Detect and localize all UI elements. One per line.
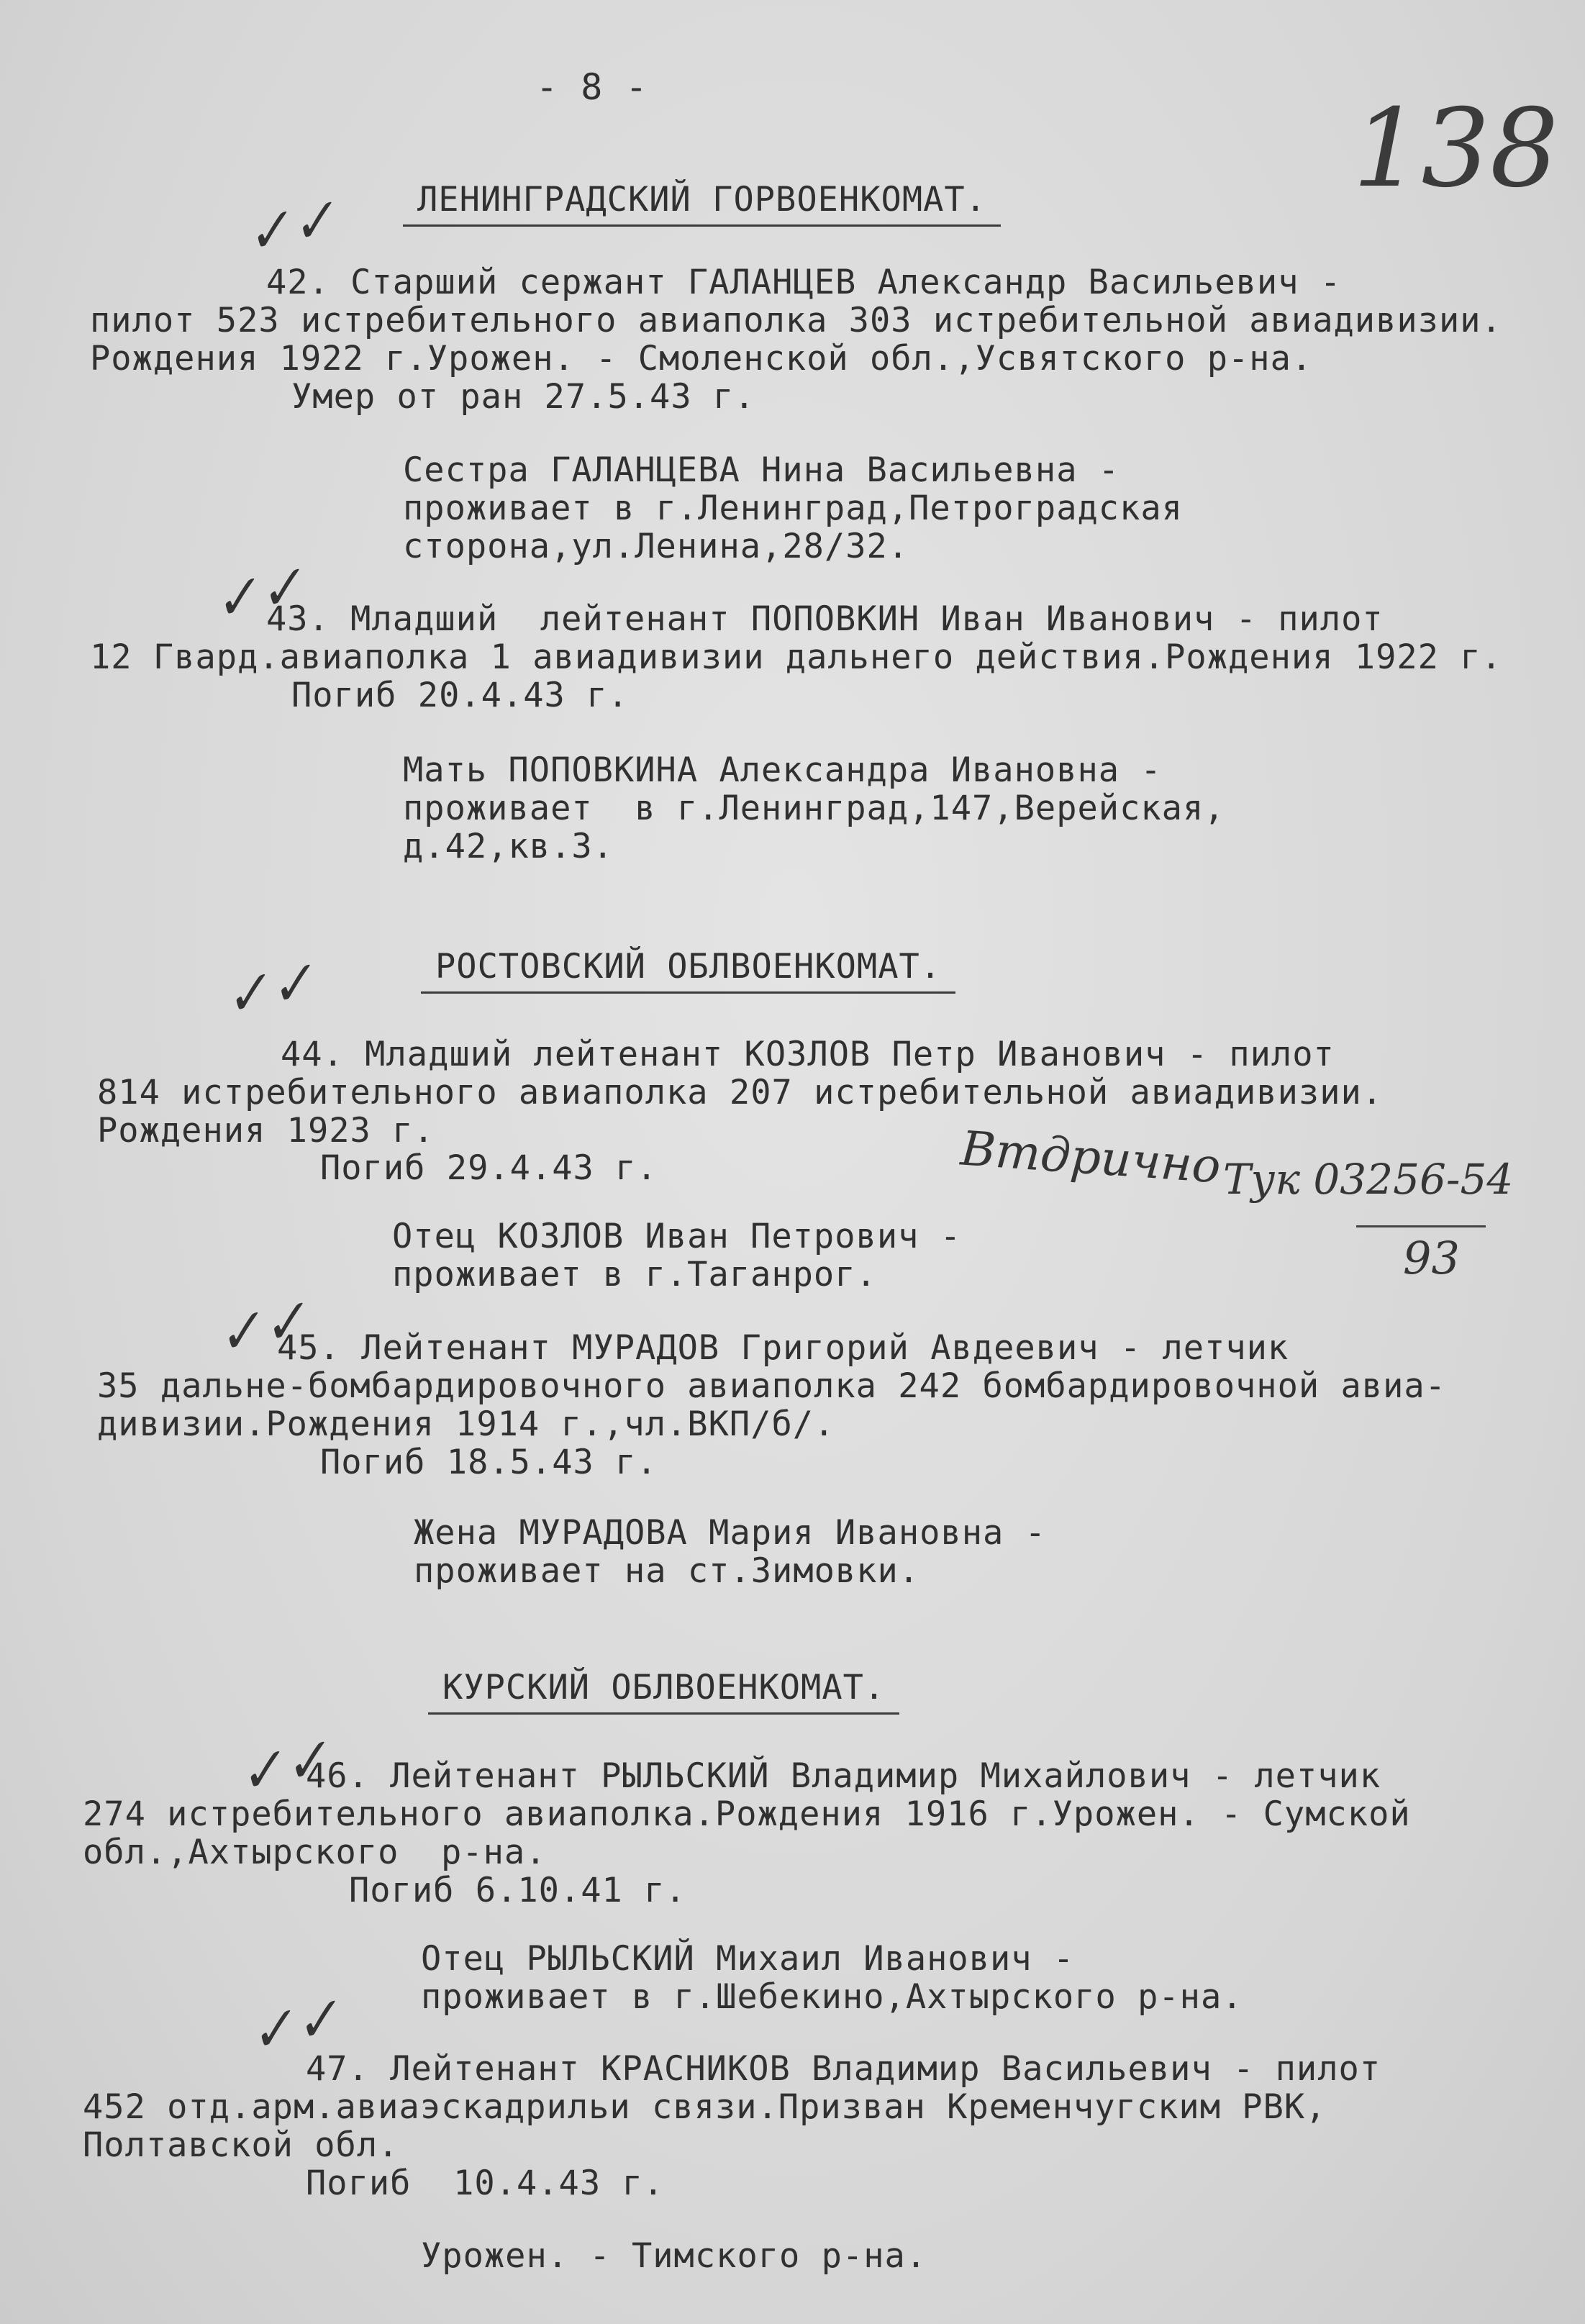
entry-44-line2: 814 истребительного авиаполка 207 истребительной авиадивизии. bbox=[97, 1073, 1384, 1112]
entry-46-line4: Погиб 6.10.41 г. bbox=[349, 1871, 686, 1910]
entry-44-line4: Погиб 29.4.43 г. bbox=[320, 1148, 658, 1188]
entry-44-line3: Рождения 1923 г. bbox=[97, 1111, 435, 1150]
entry-44-line1: 44. Младший лейтенант КОЗЛОВ Петр Иванович - пилот bbox=[281, 1035, 1335, 1074]
entry-45-relative2: проживает на ст.Зимовки. bbox=[414, 1551, 920, 1591]
page-number: - 8 - bbox=[536, 66, 648, 108]
entry-46-line1: 46. Лейтенант РЫЛЬСКИЙ Владимир Михайлович - летчик bbox=[306, 1756, 1381, 1796]
entry-42-relative3: сторона,ул.Ленина,28/32. bbox=[403, 527, 909, 566]
entry-47-line3: Полтавской обл. bbox=[83, 2125, 399, 2165]
check-mark-icon: ✓✓ bbox=[206, 552, 310, 635]
entry-43-relative3: д.42,кв.3. bbox=[403, 827, 614, 866]
archive-number: 138 bbox=[1353, 86, 1559, 212]
entry-42-line3: Рождения 1922 г.Урожен. - Смоленской обл.,Усвятского р-на. bbox=[90, 339, 1313, 378]
entry-42-line4: Умер от ран 27.5.43 г. bbox=[291, 377, 755, 417]
entry-46-line2: 274 истребительного авиаполка.Рождения 1916 г.Урожен. - Сумской bbox=[83, 1794, 1411, 1834]
entry-46-relative2: проживает в г.Шебекино,Ахтырского р-на. bbox=[421, 1977, 1243, 2017]
entry-44-relative2: проживает в г.Таганрог. bbox=[392, 1255, 877, 1294]
handwritten-fraction-line bbox=[1356, 1225, 1486, 1227]
entry-42-line1: 42. Старший сержант ГАЛАНЦЕВ Александр Васильевич - bbox=[266, 263, 1342, 302]
section-heading-kursk: КУРСКИЙ ОБЛВОЕНКОМАТ. bbox=[428, 1669, 899, 1715]
entry-43-line2: 12 Гвард.авиаполка 1 авиадивизии дальнего действия.Рождения 1922 г. bbox=[90, 637, 1502, 677]
check-mark-icon: ✓✓ bbox=[242, 1984, 346, 2066]
entry-47-line4: Погиб 10.4.43 г. bbox=[306, 2164, 665, 2203]
entry-43-line3: Погиб 20.4.43 г. bbox=[291, 676, 629, 715]
entry-45-line3: дивизии.Рождения 1914 г.,чл.ВКП/б/. bbox=[97, 1404, 835, 1444]
check-mark-icon: ✓✓ bbox=[217, 948, 321, 1030]
entry-43-relative1: Мать ПОПОВКИНА Александра Ивановна - bbox=[403, 750, 1162, 790]
check-mark-icon: ✓✓ bbox=[210, 1286, 314, 1368]
entry-47-line2: 452 отд.арм.авиаэскадрильи связи.Призван Кременчугским РВК, bbox=[83, 2087, 1327, 2127]
check-mark-icon: ✓✓ bbox=[232, 1725, 335, 1807]
entry-42-line2: пилот 523 истребительного авиаполка 303 истребительной авиадивизии. bbox=[90, 301, 1502, 340]
entry-46-line3: обл.,Ахтырского р-на. bbox=[83, 1833, 547, 1872]
entry-47-line1: 47. Лейтенант КРАСНИКОВ Владимир Васильевич - пилот bbox=[306, 2049, 1381, 2089]
section-heading-rostov: РОСТОВСКИЙ ОБЛВОЕНКОМАТ. bbox=[421, 948, 955, 994]
entry-43-line1: 43. Младший лейтенант ПОПОВКИН Иван Иванович - пилот bbox=[266, 599, 1384, 639]
handwritten-note-line2: Тук 03256-54 bbox=[1223, 1155, 1514, 1204]
entry-46-relative1: Отец РЫЛЬСКИЙ Михаил Иванович - bbox=[421, 1939, 1075, 1979]
entry-43-relative2: проживает в г.Ленинград,147,Верейская, bbox=[403, 789, 1225, 828]
entry-45-line2: 35 дальне-бомбардировочного авиаполка 242 бомбардировочной авиа- bbox=[97, 1366, 1446, 1406]
entry-45-relative1: Жена МУРАДОВА Мария Ивановна - bbox=[414, 1513, 1046, 1553]
entry-47-relative1: Урожен. - Тимского р-на. bbox=[421, 2236, 927, 2276]
handwritten-note-line3: 93 bbox=[1403, 1232, 1460, 1284]
handwritten-note-line1: Втдрично bbox=[958, 1120, 1223, 1194]
entry-44-relative1: Отец КОЗЛОВ Иван Петрович - bbox=[392, 1217, 962, 1256]
section-heading-leningrad: ЛЕНИНГРАДСКИЙ ГОРВОЕНКОМАТ. bbox=[403, 181, 1001, 227]
entry-45-line4: Погиб 18.5.43 г. bbox=[320, 1443, 658, 1482]
check-mark-icon: ✓✓ bbox=[239, 185, 342, 268]
entry-42-relative2: проживает в г.Ленинград,Петроградская bbox=[403, 489, 1183, 528]
entry-45-line1: 45. Лейтенант МУРАДОВ Григорий Авдеевич - летчик bbox=[277, 1328, 1289, 1368]
entry-42-relative1: Сестра ГАЛАНЦЕВА Нина Васильевна - bbox=[403, 450, 1120, 490]
